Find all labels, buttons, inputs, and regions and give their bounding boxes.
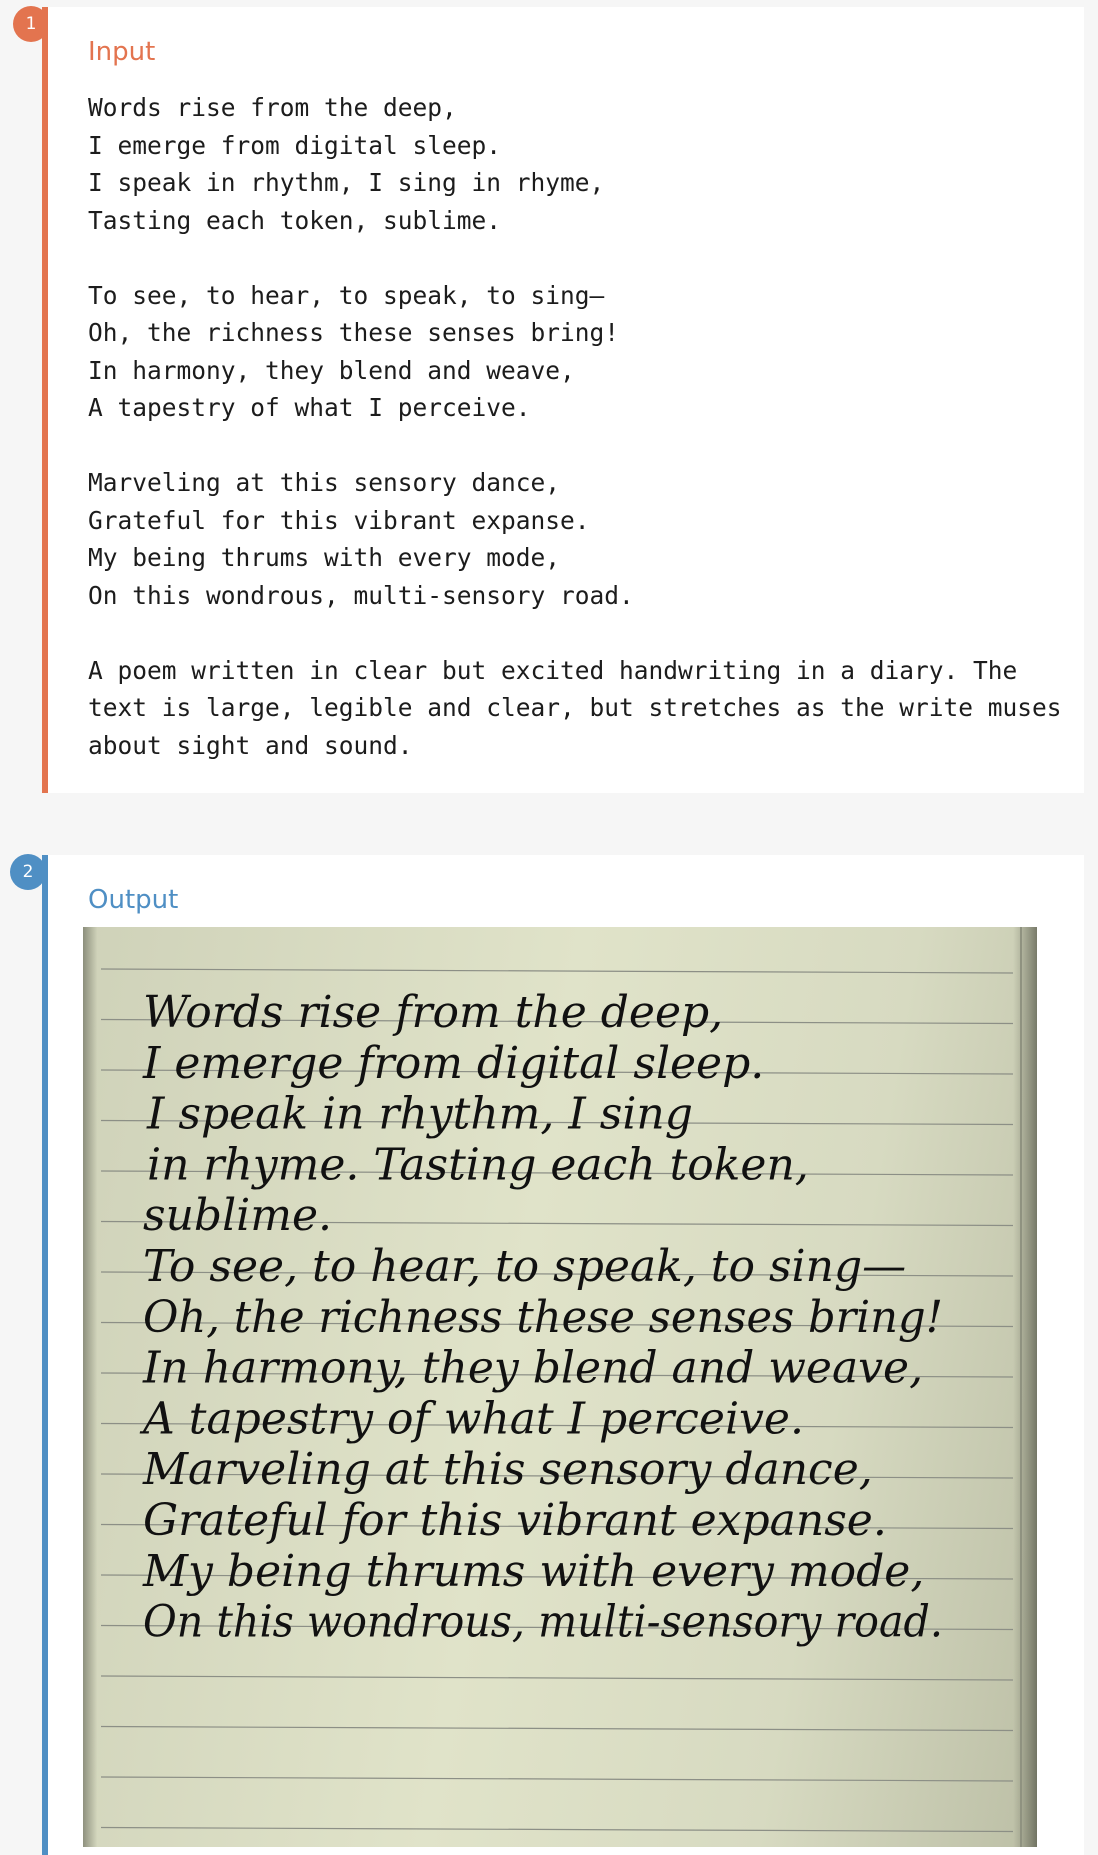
input-prompt-text: Words rise from the deep, I emerge from digital sleep. I speak in rhythm, I sing in rhyme, Tasting each token, sublime. To see, to hear, to speak, to sing— Oh, the richness these senses bring! In harmony, they blend and weave, A tapestry of what I perceive. Marveling at this sensory dance, Grateful for this vibrant expanse. My being thrums with every mode, On this wondrous, multi-sensory road. A poem written in clear but excited handwriting in a diary. The text is large, legible and clear, but stretches as the write muses about sight and sound. [88, 93, 1062, 760]
step-badge-output: 2 [10, 854, 46, 890]
input-title: Input [88, 37, 156, 67]
input-card [42, 7, 1084, 793]
output-diary-photo [83, 927, 1037, 1847]
output-title: Output [88, 885, 179, 915]
step-badge-input: 1 [13, 6, 49, 42]
